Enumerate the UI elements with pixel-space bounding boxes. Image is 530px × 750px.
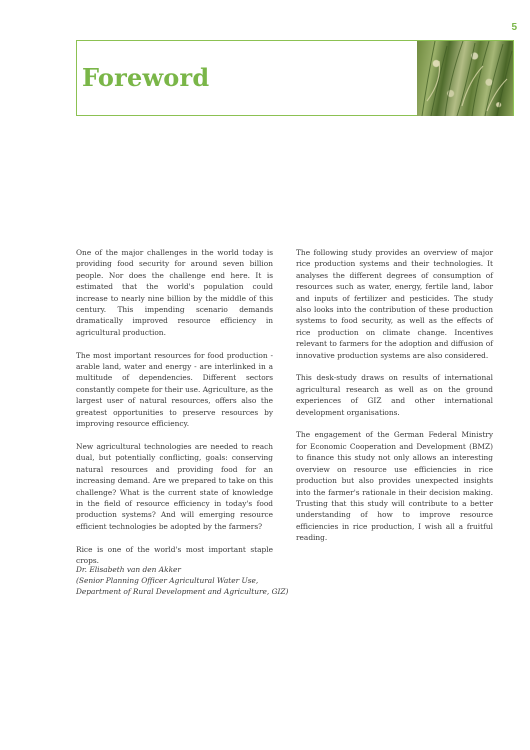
left-column — [76, 247, 273, 578]
page-number: 5 — [511, 22, 517, 33]
paragraph: The following study provides an overview of major rice production systems and their technologies. It analyses the different degrees of consumption of resources such as water, energy, fertile land, labor and inputs of fertilizer and pesticides. The study also looks into the contribution of these production systems to food security, as well as the effects of rice production on climate change. Incentives relevant to farmers for the adoption and diffusion of innovative production systems are also considered. — [296, 248, 493, 360]
paragraph: Rice is one of the world's most important staple crops. — [76, 544, 273, 565]
right-column — [296, 247, 493, 555]
signature-department: Department of Rural Development and Agriculture, GIZ) — [76, 587, 289, 596]
paragraph: One of the major challenges in the world today is providing food security for around seven billion people. Nor does the challenge end here. It is estimated that the world's population could increase to nearly nine billion by the middle of this century. This impending scenario demands dramatically improved resource efficiency in agricultural production. — [76, 248, 273, 337]
page-title: Foreword — [82, 63, 210, 92]
paragraph: The engagement of the German Federal Ministry for Economic Cooperation and Development (BMZ) to finance this study not only allows an interesting overview on resource use efficiencies in rice production but also provides unexpected insights into the farmer's rationale in their decision making. Trusting that this study will contribute to a better understanding of how to improve resource efficiencies in rice production, I wish all a fruitful reading. — [296, 430, 493, 543]
signature-role: (Senior Planning Officer Agricultural Water Use, — [76, 576, 259, 585]
rice-plants-photo — [417, 41, 513, 116]
signature-block — [76, 564, 288, 597]
signature-name: Dr. Elisabeth van den Akker — [76, 565, 181, 574]
paragraph: The most important resources for food production - arable land, water and energy - are interlinked in a multitude of dependencies. Different sectors constantly compete for their use. Agriculture, as the largest user of natural resources, offers also the greatest opportunities to preserve resources by improving resource efficiency. — [76, 350, 273, 429]
title-box — [76, 40, 514, 116]
paragraph: This desk-study draws on results of international agricultural research as well as on the ground experiences of GIZ and other international development organisations. — [296, 373, 493, 417]
paragraph: New agricultural technologies are needed to reach dual, but potentially conflicting, goals: conserving natural resources and providing food for an increasing demand. Are we prepared to take on this challenge? What is the current state of knowledge in the field of resource efficiency in today's food production systems? And will emerging resource efficient technologies be adopted by the farmers? — [76, 441, 273, 531]
